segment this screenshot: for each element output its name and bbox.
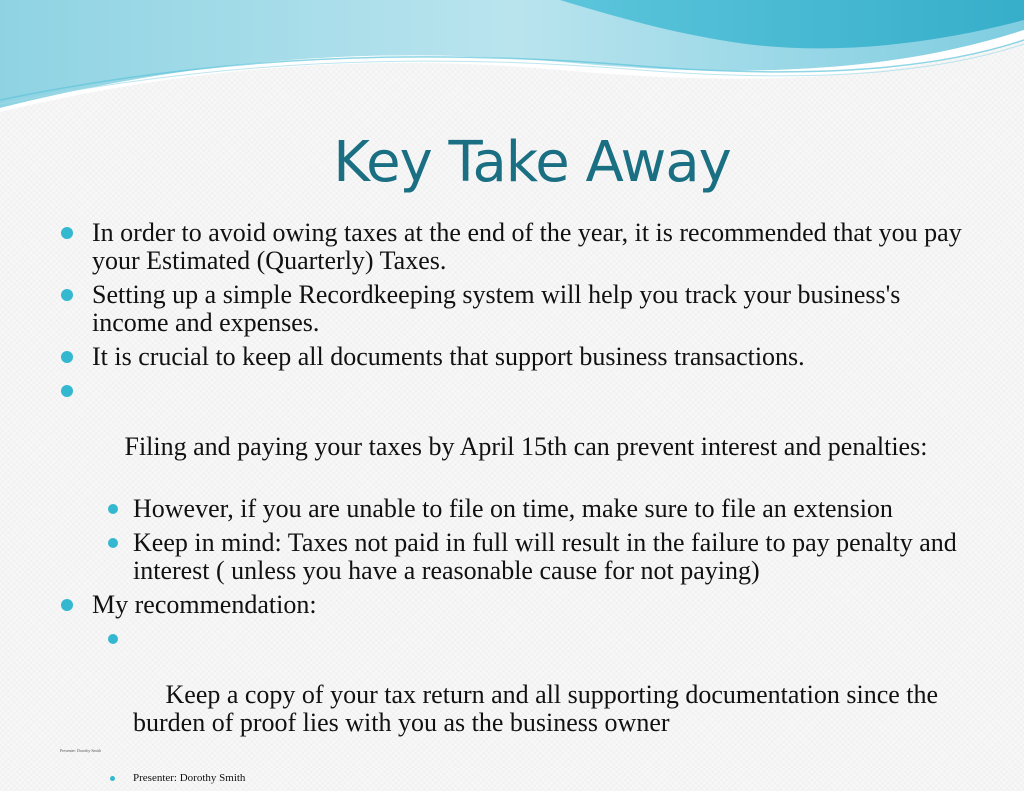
sub-bullet-presenter bbox=[58, 771, 978, 785]
bullet-item-filing-deadline bbox=[58, 377, 978, 489]
bullet-dot-icon bbox=[61, 289, 73, 301]
bullet-text: Filing and paying your taxes by April 15th can prevent interest and penalties: bbox=[118, 432, 928, 461]
sub-bullet-text: However, if you are unable to file on time, make sure to file an extension bbox=[133, 494, 893, 523]
slide-title: Key Take Away bbox=[333, 130, 731, 195]
slide-body bbox=[58, 219, 978, 791]
bullet-text: Setting up a simple Recordkeeping system will help you track your business's income and expenses. bbox=[92, 280, 901, 337]
bullet-dot-icon bbox=[61, 599, 73, 611]
bullet-dot-icon bbox=[110, 776, 115, 781]
header-wave-decoration bbox=[0, 0, 1024, 120]
bullet-text: In order to avoid owing taxes at the end of the year, it is recommended that you pay your Estimated (Quarterly) Taxes. bbox=[92, 218, 962, 275]
bullet-dot-icon bbox=[61, 385, 73, 397]
sub-bullet-penalty bbox=[58, 529, 978, 585]
bullet-item-recordkeeping bbox=[58, 281, 978, 337]
bullet-text: My recommendation: bbox=[92, 590, 317, 619]
sub-bullet-extension bbox=[58, 495, 978, 523]
bullet-dot-icon bbox=[108, 538, 118, 548]
sub-bullet-text: Keep a copy of your tax return and all supporting documentation since the burden of proof lies with you as the business owner bbox=[133, 680, 945, 737]
presenter-text: Presenter: Dorothy Smith bbox=[133, 772, 246, 784]
bullet-dot-icon bbox=[108, 504, 118, 514]
bullet-item-recommendation bbox=[58, 591, 978, 619]
bullet-item-estimated-taxes bbox=[58, 219, 978, 275]
bullet-dot-icon bbox=[61, 227, 73, 239]
bullet-dot-icon bbox=[108, 634, 118, 644]
sub-bullet-text: Keep in mind: Taxes not paid in full will result in the failure to pay penalty and interest ( unless you have a reasonable cause for not paying) bbox=[133, 528, 957, 585]
bullet-item-documents bbox=[58, 343, 978, 371]
bullet-text: It is crucial to keep all documents that support business transactions. bbox=[92, 342, 805, 371]
sub-bullet-keep-copy bbox=[58, 625, 978, 765]
slide-footer: Presenter: Dorothy Smith bbox=[60, 748, 101, 753]
bullet-dot-icon bbox=[61, 351, 73, 363]
